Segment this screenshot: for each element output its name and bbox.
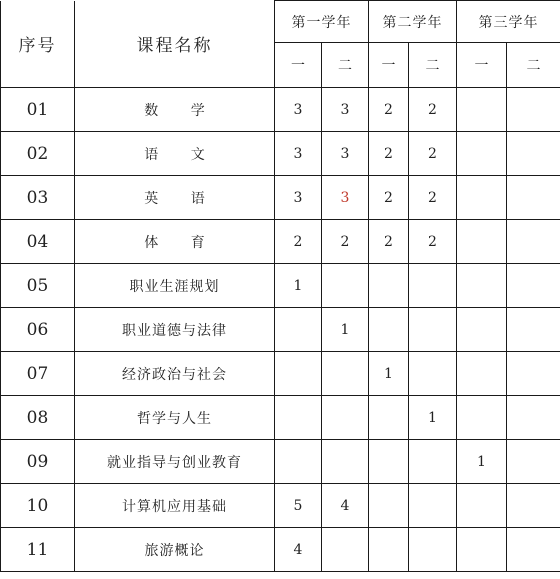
credit-cell bbox=[507, 396, 560, 440]
header-semester: 二 bbox=[409, 43, 457, 88]
credit-cell bbox=[507, 528, 560, 572]
header-semester: 一 bbox=[457, 43, 507, 88]
credit-cell bbox=[457, 132, 507, 176]
course-name: 就业指导与创业教育 bbox=[75, 440, 275, 484]
credit-cell bbox=[457, 352, 507, 396]
credit-cell bbox=[507, 440, 560, 484]
row-number: 01 bbox=[1, 88, 75, 132]
credit-cell bbox=[369, 484, 409, 528]
credit-cell bbox=[507, 308, 560, 352]
credit-cell: 4 bbox=[275, 528, 322, 572]
header-semester: 一 bbox=[369, 43, 409, 88]
table-row bbox=[1, 176, 560, 220]
credit-cell-highlighted: 3 bbox=[322, 176, 369, 220]
row-number: 07 bbox=[1, 352, 75, 396]
row-number: 02 bbox=[1, 132, 75, 176]
credit-cell bbox=[369, 528, 409, 572]
credit-cell: 1 bbox=[457, 440, 507, 484]
credit-cell bbox=[507, 484, 560, 528]
header-semester: 二 bbox=[322, 43, 369, 88]
credit-cell bbox=[409, 352, 457, 396]
credit-cell bbox=[457, 176, 507, 220]
row-number: 09 bbox=[1, 440, 75, 484]
row-number: 06 bbox=[1, 308, 75, 352]
credit-cell bbox=[275, 440, 322, 484]
credit-cell: 2 bbox=[275, 220, 322, 264]
credit-cell: 2 bbox=[409, 88, 457, 132]
table-row bbox=[1, 440, 560, 484]
course-name: 经济政治与社会 bbox=[75, 352, 275, 396]
credit-cell bbox=[322, 396, 369, 440]
credit-cell bbox=[369, 440, 409, 484]
table-row bbox=[1, 220, 560, 264]
header-year-2: 第二学年 bbox=[369, 1, 457, 43]
course-name: 哲学与人生 bbox=[75, 396, 275, 440]
row-number: 11 bbox=[1, 528, 75, 572]
header-year-3: 第三学年 bbox=[457, 1, 560, 43]
credit-cell bbox=[457, 264, 507, 308]
credit-cell: 3 bbox=[275, 176, 322, 220]
credit-cell bbox=[507, 352, 560, 396]
credit-cell bbox=[457, 308, 507, 352]
table-row bbox=[1, 132, 560, 176]
credit-cell: 1 bbox=[322, 308, 369, 352]
credit-cell: 1 bbox=[275, 264, 322, 308]
table-row bbox=[1, 396, 560, 440]
header-year-1: 第一学年 bbox=[275, 1, 369, 43]
credit-cell: 2 bbox=[409, 176, 457, 220]
course-name: 计算机应用基础 bbox=[75, 484, 275, 528]
credit-cell bbox=[409, 528, 457, 572]
header-course-name: 课程名称 bbox=[75, 1, 275, 88]
credit-cell bbox=[507, 132, 560, 176]
header-semester: 一 bbox=[275, 43, 322, 88]
credit-cell bbox=[507, 220, 560, 264]
table-row bbox=[1, 308, 560, 352]
credit-cell bbox=[409, 308, 457, 352]
credit-cell bbox=[322, 352, 369, 396]
credit-cell bbox=[369, 308, 409, 352]
credit-cell bbox=[369, 396, 409, 440]
credit-cell: 3 bbox=[322, 88, 369, 132]
course-name: 数 学 bbox=[75, 88, 275, 132]
credit-cell bbox=[457, 528, 507, 572]
table-row bbox=[1, 352, 560, 396]
credit-cell bbox=[322, 264, 369, 308]
credit-cell: 2 bbox=[369, 88, 409, 132]
credit-cell bbox=[322, 528, 369, 572]
credit-cell: 2 bbox=[369, 176, 409, 220]
credit-cell bbox=[507, 264, 560, 308]
credit-cell bbox=[275, 308, 322, 352]
credit-cell: 1 bbox=[409, 396, 457, 440]
course-name: 职业道德与法律 bbox=[75, 308, 275, 352]
credit-cell: 2 bbox=[322, 220, 369, 264]
table-row bbox=[1, 88, 560, 132]
credit-cell bbox=[507, 88, 560, 132]
credit-cell: 3 bbox=[275, 132, 322, 176]
credit-cell bbox=[369, 264, 409, 308]
credit-cell: 4 bbox=[322, 484, 369, 528]
credit-cell bbox=[322, 440, 369, 484]
row-number: 08 bbox=[1, 396, 75, 440]
row-number: 03 bbox=[1, 176, 75, 220]
credit-cell bbox=[275, 396, 322, 440]
row-number: 04 bbox=[1, 220, 75, 264]
header-seq: 序号 bbox=[1, 1, 75, 88]
credit-cell: 2 bbox=[369, 132, 409, 176]
credit-cell: 2 bbox=[409, 132, 457, 176]
row-number: 10 bbox=[1, 484, 75, 528]
row-number: 05 bbox=[1, 264, 75, 308]
course-name: 体 育 bbox=[75, 220, 275, 264]
course-name: 职业生涯规划 bbox=[75, 264, 275, 308]
credit-cell bbox=[457, 396, 507, 440]
course-name: 旅游概论 bbox=[75, 528, 275, 572]
credit-cell bbox=[457, 220, 507, 264]
credit-cell bbox=[275, 352, 322, 396]
credit-cell: 3 bbox=[275, 88, 322, 132]
table-row bbox=[1, 264, 560, 308]
credit-cell bbox=[409, 484, 457, 528]
credit-cell bbox=[409, 264, 457, 308]
header-semester: 二 bbox=[507, 43, 560, 88]
credit-cell bbox=[507, 176, 560, 220]
course-name: 语 文 bbox=[75, 132, 275, 176]
credit-cell: 1 bbox=[369, 352, 409, 396]
table-row bbox=[1, 528, 560, 572]
credit-cell: 2 bbox=[369, 220, 409, 264]
credit-cell: 2 bbox=[409, 220, 457, 264]
credit-cell bbox=[457, 88, 507, 132]
credit-cell: 3 bbox=[322, 132, 369, 176]
credit-cell: 5 bbox=[275, 484, 322, 528]
credit-cell bbox=[457, 484, 507, 528]
course-name: 英 语 bbox=[75, 176, 275, 220]
credit-cell bbox=[409, 440, 457, 484]
table-row bbox=[1, 484, 560, 528]
